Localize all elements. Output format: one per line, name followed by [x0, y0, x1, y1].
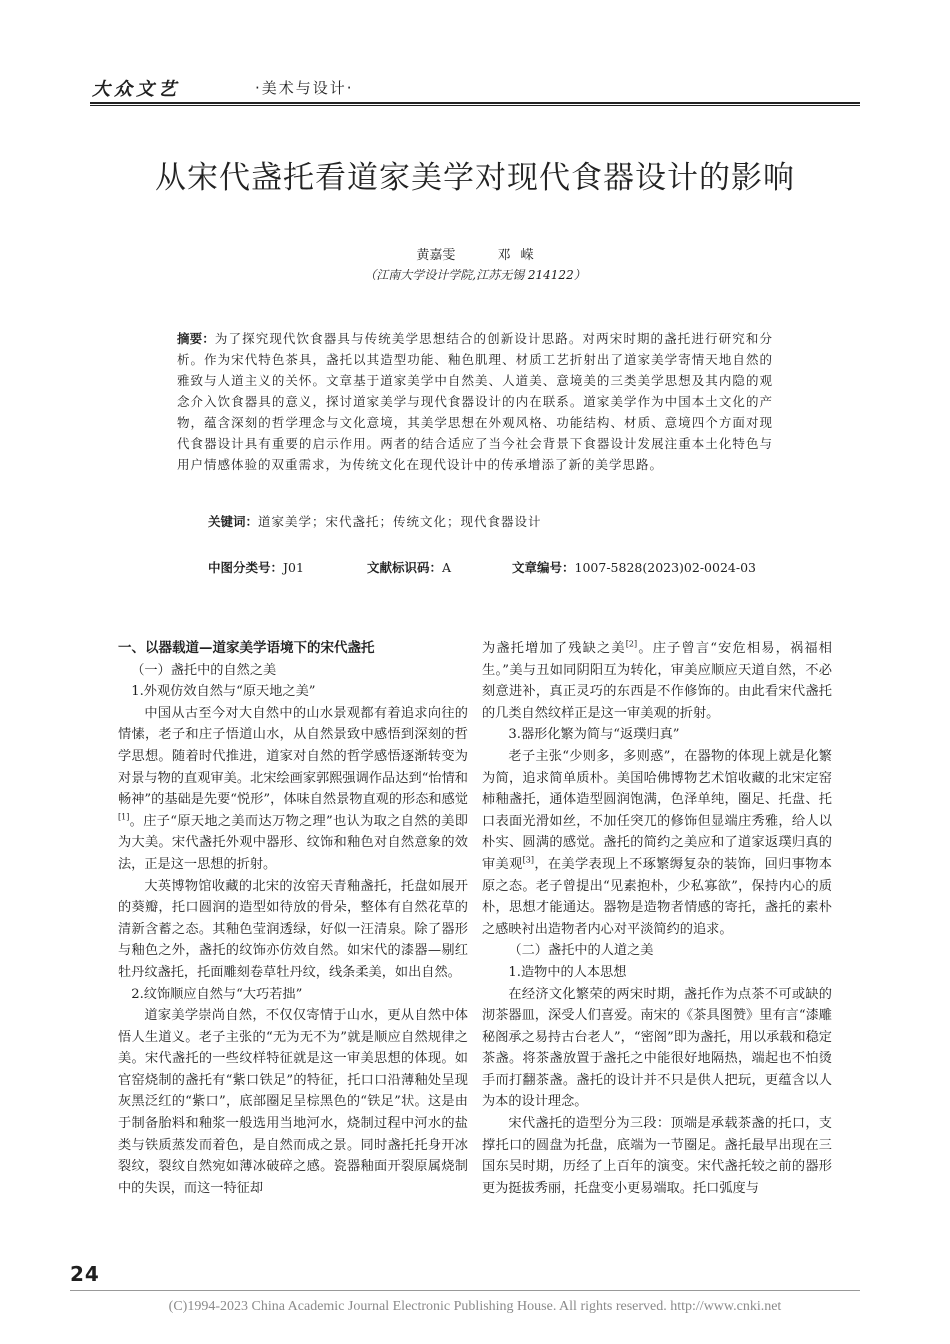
article-value: 1007-5828(2023)02-0024-03 [574, 560, 756, 575]
paragraph-text: 。庄子“原天地之美而达万物之理”也认为取之自然的美即为大美。宋代盏托外观中器形、纹饰和釉色对自然意象的效法，正是这一思想的折射。 [118, 813, 468, 872]
paragraph: 在经济文化繁荣的两宋时期，盏托作为点茶不可或缺的沏茶器皿，深受人们喜爱。南宋的《茶具图赞》里有言“漆雕秘阁承之易持古台老人”，“密阁”即为盏托，用以承载和稳定茶盏。将茶盏放置于盏托之中能很好地隔热，端起也不怕烫手而打翻茶盏。盏托的设计并不只是供人把玩，更蕴含以人为本的设计理念。 [482, 986, 832, 1110]
affiliation: （江南大学设计学院,江苏无锡 214122） [364, 268, 586, 282]
clc-number [208, 558, 304, 576]
footer-rule [70, 1290, 860, 1291]
subsection-heading-1: （一）盏托中的自然之美 [131, 662, 277, 678]
abstract-label: 摘要： [177, 331, 215, 346]
abstract [177, 328, 773, 475]
doc-label: 文献标识码： [367, 560, 443, 575]
item-heading-1: 1.外观仿效自然与“原天地之美” [131, 684, 316, 700]
abstract-text: 为了探究现代饮食器具与传统美学思想结合的创新设计思路。对两宋时期的盏托进行研究和分析。作为宋代特色茶具，盏托以其造型功能、釉色肌理、材质工艺折射出了道家美学寄情天地自然的雅致与人道主义的关怀。文章基于道家美学中自然美、人道美、意境美的三类美学思想及其内隐的观念介入饮食器具的意义，探讨道家美学与现代食器设计的内在联系。道家美学作为中国本土文化的产物，蕴含深刻的哲学理念与文化意境，其美学思想在外观风格、功能结构、材质、意境四个方面对现代食器设计具有重要的启示作用。两者的结合适应了当今社会背景下食器设计发展注重本土化特色与用户情感体验的双重需求，为传统文化在现代设计中的传承增添了新的美学思路。 [177, 331, 773, 472]
page-number: 24 [70, 1262, 100, 1286]
article-title: 从宋代盏托看道家美学对现代食器设计的影响 [155, 160, 795, 196]
paragraph [482, 638, 832, 724]
keywords-text: 道家美学；宋代盏托；传统文化；现代食器设计 [258, 514, 542, 529]
paragraph-text: 。庄子曾言“安危相易，祸福相生。”美与丑如同阴阳互为转化，审美应顺应天道自然，不必刻意进补，真正灵巧的东西是不作修饰的。由此看宋代盏托的几类自然纹样正是这一审美观的折射。 [482, 641, 832, 721]
paragraph-text: 中国从古至今对大自然中的山水景观都有着追求向往的情愫，老子和庄子悟道山水，从自然景致中感悟到深刻的哲学思想。随着时代推进，道家对自然的哲学感悟逐渐转变为对景与物的直观审美。北宋绘画家郭熙强调作品达到“怡情和畅神”的基础是先要“悦形”，体味自然景物直观的形态和感觉 [118, 705, 468, 808]
section-heading-1: 一、以器载道—道家美学语境下的宋代盏托 [118, 640, 375, 656]
subsection-heading-2: （二）盏托中的人道之美 [508, 943, 654, 959]
paragraph: 宋代盏托的造型分为三段：顶端是承载茶盏的托口，支撑托口的圆盘为托盘，底端为一节圈足。盏托最早出现在三国东吴时期，历经了上百年的演变。宋代盏托较之前的器形更为挺拔秀丽，托盘变小更易端取。托口弧度与 [482, 1116, 832, 1196]
paragraph-text: 老子主张“少则多，多则惑”，在器物的体现上就是化繁为简，追求简单质朴。美国哈佛博物艺术馆收藏的北宋定窑柿釉盏托，通体造型圆润饱满，色泽单纯，圈足、托盘、托口表面光滑如丝，不加任突兀的修饰但显端庄秀雅，给人以朴实、圆满的感觉。盏托的简约之美应和了道家返璞归真的审美观 [482, 748, 832, 872]
author-2: 邓 嵘 [497, 248, 534, 263]
paragraph [118, 703, 468, 876]
paragraph-text: 为盏托增加了残缺之美 [482, 641, 626, 656]
header-rule-thin [90, 105, 860, 106]
citation: [1] [118, 812, 130, 822]
citation: [2] [625, 639, 638, 649]
article-number [512, 558, 756, 576]
section-name: ·美术与设计· [255, 79, 354, 97]
item-heading-3: 3.器形化繁为简与“返璞归真” [508, 727, 680, 743]
item-heading-4: 1.造物中的人本思想 [508, 964, 627, 980]
right-column [482, 638, 832, 1199]
item-heading-2: 2.纹饰顺应自然与“大巧若拙” [131, 986, 303, 1002]
journal-name: 大众文艺 [92, 79, 180, 100]
document-code [367, 558, 451, 576]
author-1: 黄嘉雯 [416, 248, 456, 263]
header-rule [90, 102, 860, 104]
paragraph: 道家美学崇尚自然，不仅仅寄情于山水，更从自然中体悟人生道义。老子主张的“无为无不为”就是顺应自然规律之美。宋代盏托的一些纹样特征就是这一审美思想的体现。如官窑烧制的盏托有“紫口铁足”的特征，托口口沿薄釉处呈现灰黑泛红的“紫口”，底部圈足呈棕黑色的“铁足”状。这是由于制备胎料和釉浆一般选用当地河水，烧制过程中河水的盐类与铁质蒸发而着色，是自然而成之景。同时盏托托身开冰裂纹，裂纹自然宛如薄冰破碎之感。瓷器釉面开裂原属烧制中的失误，而这一特征却 [118, 1008, 468, 1196]
doc-value: A [442, 560, 452, 575]
keywords [208, 512, 768, 532]
paragraph: 大英博物馆收藏的北宋的汝窑天青釉盏托，托盘如展开的葵瓣，托口圆润的造型如待放的骨朵，整体有自然花草的清新含蓄之态。其釉色莹润透绿，好似一汪清泉。除了器形与釉色之外，盏托的纹饰亦仿效自然。如宋代的漆器—剔红牡丹纹盏托，托面雕刻卷草牡丹纹，线条柔美，如出自然。 [118, 878, 468, 980]
clc-label: 中图分类号： [208, 560, 284, 575]
citation: [3] [522, 855, 534, 865]
copyright-notice: (C)1994-2023 China Academic Journal Electronic Publishing House. All rights reserved. http://www.cnki.net [168, 1299, 782, 1314]
left-column [118, 638, 468, 1199]
clc-value: J01 [283, 560, 304, 575]
keywords-label: 关键词： [208, 514, 259, 529]
authors [0, 244, 950, 263]
paragraph-text: ，在美学表现上不琢繁缛复杂的装饰，回归事物本原之态。老子曾提出“见素抱朴，少私寡欲”，保持内心的质朴，思想才能通达。器物是造物者情感的寄托，盏托的素朴之感映衬出造物者内心对平淡简约的追求。 [482, 856, 832, 937]
article-label: 文章编号： [512, 560, 575, 575]
paragraph [482, 746, 832, 940]
